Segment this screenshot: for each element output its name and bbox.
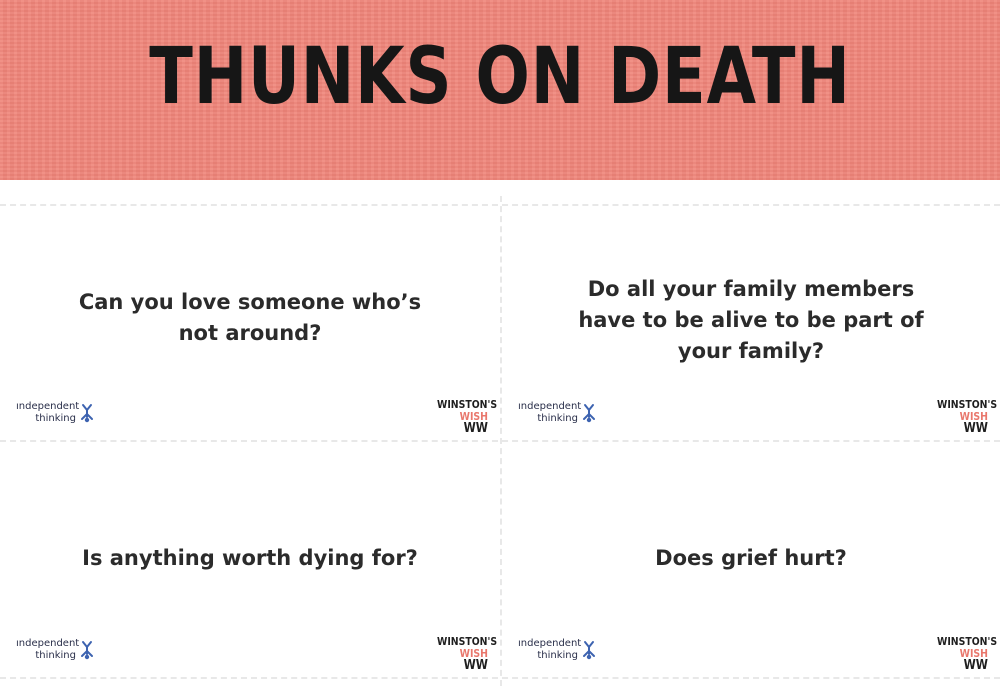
independent-thinking-logo: [16, 638, 98, 666]
handstand-figure-icon: [582, 640, 596, 660]
title-banner: [0, 0, 1000, 180]
question-card-2: [502, 205, 1000, 440]
independent-thinking-wordmark: ındependent thinking: [16, 638, 80, 661]
question-text: [20, 287, 480, 349]
page-title: THUNKS ON DEATH: [149, 32, 851, 122]
independent-thinking-wordmark: ındependent thinking: [16, 401, 80, 424]
handstand-figure-icon: [582, 403, 596, 423]
question-line: Does grief hurt?: [655, 546, 847, 570]
question-line: Do all your family members: [587, 277, 915, 301]
question-line: Is anything worth dying for?: [82, 546, 418, 570]
independent-thinking-wordmark: ındependent thinking: [518, 401, 582, 424]
question-card-3: [0, 442, 500, 677]
question-card-1: [0, 205, 500, 440]
independent-thinking-logo: [518, 401, 600, 429]
winstons-wish-logo: WINSTON'S WISH WW: [437, 398, 498, 436]
handstand-figure-icon: [80, 403, 94, 423]
question-text: [20, 543, 480, 574]
question-line: your family?: [677, 339, 825, 363]
question-line: not around?: [178, 321, 322, 345]
question-text: [522, 274, 980, 367]
question-text: [522, 543, 980, 574]
handstand-figure-icon: [80, 640, 94, 660]
winstons-wish-logo: WINSTON'S WISH WW: [937, 635, 998, 673]
winstons-wish-logo: WINSTON'S WISH WW: [937, 398, 998, 436]
question-card-4: [502, 442, 1000, 677]
independent-thinking-logo: [16, 401, 98, 429]
winstons-wish-logo: WINSTON'S WISH WW: [437, 635, 498, 673]
question-line: have to be alive to be part of: [578, 308, 924, 332]
independent-thinking-wordmark: ındependent thinking: [518, 638, 582, 661]
independent-thinking-logo: [518, 638, 600, 666]
question-line: Can you love someone who’s: [78, 290, 422, 314]
